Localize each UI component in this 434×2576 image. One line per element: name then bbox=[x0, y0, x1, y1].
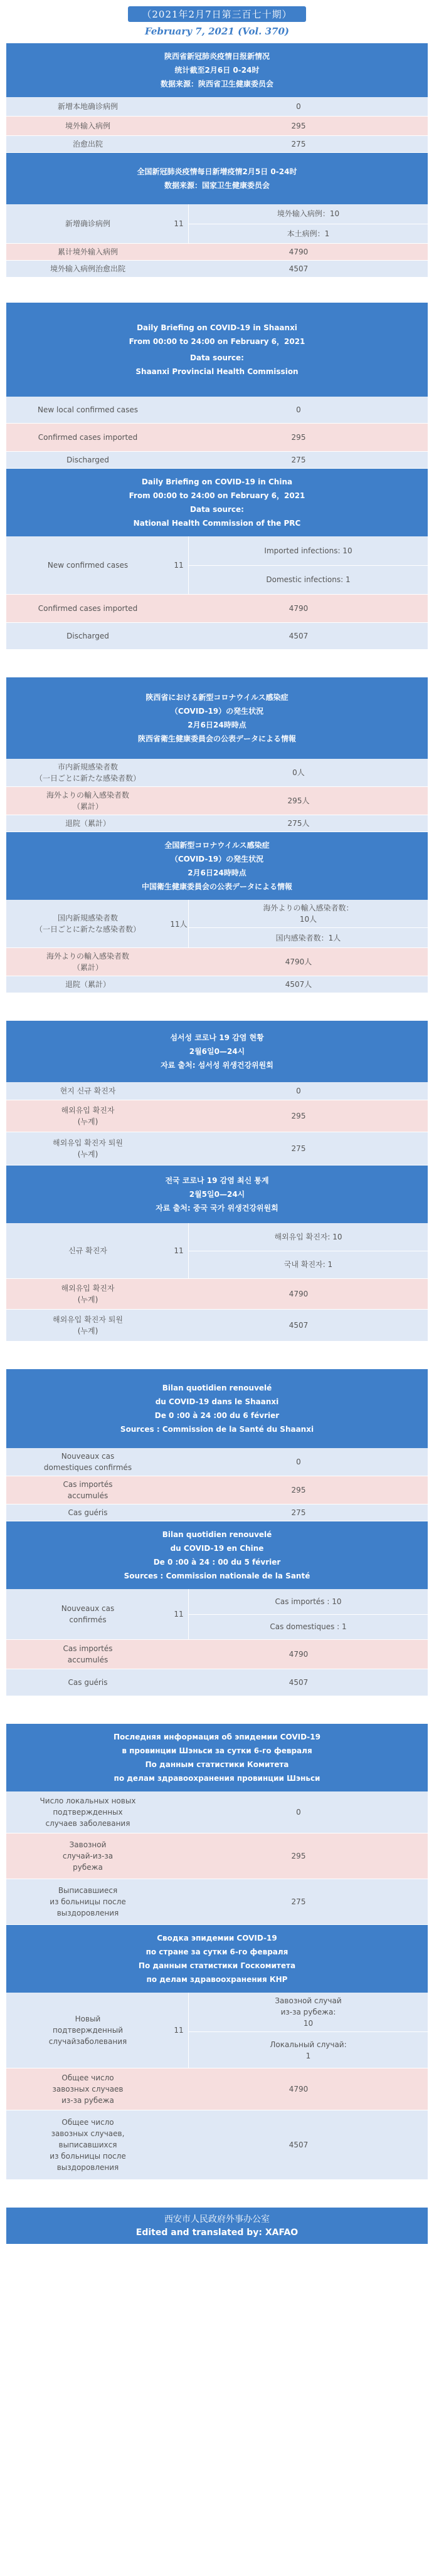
imported-cases: 해외유입 확진자: 10 bbox=[274, 1232, 342, 1241]
ko-shaanxi-section bbox=[6, 1021, 428, 1165]
issue-date: February 7, 2021 (Vol. 370) bbox=[145, 26, 289, 37]
title-line: 2월5일0—24시 bbox=[189, 1190, 245, 1199]
title-line: Последняя информация об эпидемии COVID-19 bbox=[114, 1733, 320, 1741]
lang-group-ja bbox=[6, 677, 428, 993]
title-line: 数据来源：国家卫生健康委员会 bbox=[164, 181, 270, 190]
title-line: De 0 :00 à 24 :00 du 6 février bbox=[154, 1411, 280, 1420]
title-line: du COVID-19 dans le Shaanxi bbox=[155, 1397, 279, 1406]
ja-shaanxi-section bbox=[6, 677, 428, 832]
content bbox=[0, 43, 434, 2208]
stat-label: Discharged bbox=[66, 632, 109, 640]
domestic-cases: Cas domestiques : 1 bbox=[189, 1614, 428, 1640]
new-confirmed-total: 11 bbox=[174, 1246, 184, 1255]
stat-value: 4790人 bbox=[285, 957, 312, 966]
title-line: From 00:00 to 24:00 on February 6，2021 bbox=[129, 491, 305, 500]
title-line: 陕西省新冠肺炎疫情日报新情况 bbox=[164, 52, 270, 61]
footer bbox=[6, 2208, 428, 2244]
new-confirmed-total: 11 bbox=[174, 1610, 184, 1619]
stat-label: Число локальных новых подтвержденных случаев заболевания bbox=[40, 1796, 136, 1828]
stat-value: 275 bbox=[291, 140, 306, 149]
stat-value: 4507 bbox=[288, 2141, 309, 2149]
stat-row bbox=[6, 948, 428, 976]
title-line: По данным статистики Госкомитета bbox=[138, 1961, 296, 1970]
stat-value: 295 bbox=[291, 433, 306, 442]
stat-label: 退院（累計） bbox=[65, 980, 110, 989]
title-line: 陝西省衛生健康委員会の公表データによる情報 bbox=[137, 734, 296, 743]
title-line: Daily Briefing on COVID-19 in Shaanxi bbox=[137, 323, 297, 332]
stat-label: Общее число завозных случаев, выписавшихся из больницы после выздоровления bbox=[50, 2118, 126, 2172]
title-line: Сводка эпидемии COVID-19 bbox=[157, 1934, 277, 1942]
stat-label: 海外よりの輸入感染者数 （累計） bbox=[46, 952, 129, 972]
zh-shaanxi-title bbox=[6, 43, 428, 97]
stat-row bbox=[6, 787, 428, 815]
stat-row bbox=[6, 1640, 428, 1669]
footer-credit: Edited and translated by: XAFAO bbox=[135, 2228, 299, 2238]
stat-label: Выписавшиеся из больницы после выздоровления bbox=[50, 1886, 126, 1917]
title-line: по стране за сутки 6-го февраля bbox=[146, 1948, 288, 1956]
stat-value: 275人 bbox=[287, 819, 310, 828]
new-confirmed-breakdown bbox=[188, 536, 428, 594]
stat-value: 4507 bbox=[288, 264, 309, 273]
ja-national-section bbox=[6, 832, 428, 993]
stat-row bbox=[6, 1082, 428, 1100]
stat-value: 0 bbox=[296, 1087, 301, 1095]
title-line: （COVID-19）の発生状況 bbox=[170, 707, 264, 716]
new-confirmed-total: 11人 bbox=[170, 919, 188, 929]
stat-label: Cas importés accumulés bbox=[63, 1480, 113, 1500]
new-confirmed-breakdown bbox=[188, 1589, 428, 1639]
ja-national-title bbox=[6, 832, 428, 900]
footer-org: 西安市人民政府外事办公室 bbox=[164, 2214, 270, 2224]
stat-label: 해외유입 확진자 (누계) bbox=[61, 1106, 115, 1126]
imported-cases: 海外よりの輸入感染者数： 10人 bbox=[263, 904, 354, 924]
ja-new-confirmed-row bbox=[6, 900, 428, 948]
imported-cases: Imported infections: 10 bbox=[264, 546, 352, 555]
ko-new-confirmed-row bbox=[6, 1223, 428, 1279]
domestic-cases: 국내 확진자: 1 bbox=[189, 1251, 428, 1279]
stat-value: 275 bbox=[291, 1144, 306, 1153]
stat-label: 新增本地确诊病例 bbox=[57, 102, 118, 111]
stat-value: 295 bbox=[291, 1112, 306, 1120]
stat-row bbox=[6, 815, 428, 832]
en-national-title bbox=[6, 469, 428, 536]
new-confirmed-total: 11 bbox=[174, 561, 184, 570]
new-confirmed-breakdown bbox=[188, 1223, 428, 1278]
section-gap bbox=[0, 278, 434, 303]
domestic-cases: Локальный случай: 1 bbox=[189, 2031, 428, 2068]
stat-row bbox=[6, 1279, 428, 1310]
lang-group-ru bbox=[6, 1724, 428, 2180]
section-gap bbox=[0, 2180, 434, 2208]
stat-label: Cas guéris bbox=[68, 1678, 108, 1687]
title-line: 中国衛生健康委員会の公表データによる情報 bbox=[141, 882, 292, 891]
title-line: 자료 출처: 중국 국가 위생건강위원회 bbox=[156, 1204, 278, 1212]
stat-label: 治愈出院 bbox=[72, 140, 103, 149]
imported-cases: 境外输入病例：10 bbox=[277, 209, 340, 219]
title-line: 陝西省における新型コロナウイルス感染症 bbox=[146, 693, 288, 702]
stat-label: Общее число завозных случаев из-за рубежа bbox=[52, 2073, 124, 2105]
en-shaanxi-section bbox=[6, 303, 428, 469]
stat-value: 0 bbox=[296, 1808, 301, 1817]
stat-value: 275 bbox=[291, 456, 306, 464]
stat-label: 해외유입 확진자 퇴원 (누계) bbox=[53, 1139, 123, 1159]
fr-shaanxi-title bbox=[6, 1369, 428, 1448]
fr-new-confirmed-row bbox=[6, 1589, 428, 1640]
stat-row bbox=[6, 1669, 428, 1696]
stat-row bbox=[6, 1833, 428, 1879]
stat-value: 275 bbox=[291, 1508, 306, 1517]
title-line: 全国新型コロナウイルス感染症 bbox=[164, 841, 270, 850]
stat-label: 해외유입 확진자 (누계) bbox=[61, 1284, 115, 1304]
title-line: Sources : Commission de la Santé du Shaanxi bbox=[120, 1425, 314, 1434]
stat-row bbox=[6, 261, 428, 278]
domestic-cases: 国内感染者数：1人 bbox=[189, 927, 428, 947]
fr-national-title bbox=[6, 1521, 428, 1589]
title-line: Bilan quotidien renouvelé bbox=[162, 1530, 272, 1539]
stat-row bbox=[6, 424, 428, 452]
stat-row bbox=[6, 976, 428, 993]
lang-group-en bbox=[6, 303, 428, 650]
title-line: 섬서성 코로나 19 감염 현황 bbox=[170, 1033, 264, 1042]
stat-row bbox=[6, 452, 428, 469]
stat-row bbox=[6, 1448, 428, 1476]
title-line: Sources : Commission nationale de la Santé bbox=[124, 1572, 310, 1580]
title-line: National Health Commission of the PRC bbox=[133, 519, 301, 528]
title-line: по делам здравоохранения провинции Шэньси bbox=[114, 1774, 320, 1783]
new-confirmed-total: 11 bbox=[174, 219, 184, 228]
title-line: 전국 코로나 19 감염 최신 통계 bbox=[165, 1176, 269, 1185]
title-line: 数据来源：陕西省卫生健康委员会 bbox=[160, 80, 273, 88]
stat-label: 市内新規感染者数 （一日ごとに新たな感染者数） bbox=[34, 763, 140, 783]
section-gap bbox=[0, 650, 434, 677]
stat-label: Завозной случай-из-за рубежа bbox=[62, 1840, 114, 1872]
fr-shaanxi-section bbox=[6, 1369, 428, 1521]
new-confirmed-label: 신규 확진자 bbox=[68, 1246, 107, 1255]
imported-cases: Cas importés : 10 bbox=[275, 1597, 342, 1606]
en-shaanxi-title bbox=[6, 303, 428, 397]
stat-label: 해외유입 확진자 퇴원 (누계) bbox=[53, 1315, 123, 1335]
stat-row bbox=[6, 759, 428, 787]
zh-shaanxi-section bbox=[6, 43, 428, 153]
issue-number: （2021年2月7日第三百七十期） bbox=[128, 6, 305, 22]
stat-row bbox=[6, 1132, 428, 1165]
stat-value: 4507人 bbox=[285, 980, 312, 989]
imported-cases: Завозной случай из-за рубежа: 10 bbox=[275, 1996, 342, 2028]
section-gap bbox=[0, 1342, 434, 1369]
stat-row bbox=[6, 1504, 428, 1521]
stat-label: 海外よりの輸入感染者数 （累計） bbox=[46, 791, 129, 811]
stat-label: 境外输入病例治愈出院 bbox=[50, 264, 125, 273]
stat-row bbox=[6, 397, 428, 424]
title-line: Bilan quotidien renouvelé bbox=[162, 1384, 272, 1392]
ru-new-confirmed-row bbox=[6, 1993, 428, 2068]
ru-national-section bbox=[6, 1925, 428, 2180]
ko-national-title bbox=[6, 1165, 428, 1223]
stat-row bbox=[6, 2068, 428, 2110]
stat-value: 0 bbox=[296, 1457, 301, 1466]
stat-value: 4507 bbox=[288, 1678, 309, 1687]
stat-label: Cas importés accumulés bbox=[63, 1644, 113, 1664]
stat-value: 4790 bbox=[288, 248, 309, 256]
stat-value: 4790 bbox=[288, 2085, 309, 2094]
stat-row bbox=[6, 244, 428, 261]
stat-value: 0 bbox=[296, 102, 301, 111]
title-line: по делам здравоохранения КНР bbox=[146, 1975, 288, 1984]
zh-national-section bbox=[6, 153, 428, 278]
stat-label: Confirmed cases imported bbox=[38, 604, 138, 613]
ru-national-title bbox=[6, 1925, 428, 1993]
title-line: 2월6일0—24시 bbox=[189, 1047, 245, 1056]
zh-new-confirmed-row bbox=[6, 204, 428, 244]
title-line: По данным статистики Комитета bbox=[145, 1760, 289, 1769]
section-gap bbox=[0, 993, 434, 1021]
section-gap bbox=[0, 1696, 434, 1724]
ru-shaanxi-title bbox=[6, 1724, 428, 1791]
ru-shaanxi-section bbox=[6, 1724, 428, 1925]
title-line: du COVID-19 en Chine bbox=[170, 1544, 264, 1553]
title-line: From 00:00 to 24:00 on February 6，2021 bbox=[129, 337, 305, 346]
stat-row bbox=[6, 595, 428, 623]
title-line: （COVID-19）の発生状況 bbox=[170, 855, 264, 863]
lang-group-fr bbox=[6, 1369, 428, 1696]
stat-value: 295人 bbox=[287, 796, 310, 805]
new-confirmed-label: 国内新規感染者数 （一日ごとに新たな感染者数） bbox=[34, 914, 140, 934]
lang-group-zh bbox=[6, 43, 428, 278]
title-line: Data source: bbox=[190, 353, 244, 362]
ko-shaanxi-title bbox=[6, 1021, 428, 1082]
en-national-section bbox=[6, 469, 428, 650]
en-new-confirmed-row bbox=[6, 536, 428, 595]
new-confirmed-breakdown bbox=[188, 204, 428, 243]
stat-value: 275 bbox=[291, 1897, 306, 1906]
stat-row bbox=[6, 1879, 428, 1925]
stat-value: 295 bbox=[291, 122, 306, 130]
stat-value: 4790 bbox=[288, 1650, 309, 1659]
new-confirmed-label: Новый подтвержденный случайзаболевания bbox=[48, 2015, 127, 2046]
stat-label: New local confirmed cases bbox=[38, 405, 138, 414]
stat-value: 4507 bbox=[288, 1321, 309, 1330]
domestic-cases: Domestic infections: 1 bbox=[189, 565, 428, 595]
stat-row bbox=[6, 1100, 428, 1132]
new-confirmed-label: 新增确诊病例 bbox=[65, 219, 110, 228]
title-line: De 0 :00 à 24 : 00 du 5 février bbox=[153, 1558, 281, 1567]
stat-value: 0 bbox=[296, 405, 301, 414]
stat-row bbox=[6, 97, 428, 117]
stat-label: Confirmed cases imported bbox=[38, 433, 138, 442]
ja-shaanxi-title bbox=[6, 677, 428, 759]
stat-row bbox=[6, 1791, 428, 1833]
stat-row bbox=[6, 2110, 428, 2180]
new-confirmed-label: Nouveaux cas confirmés bbox=[61, 1604, 115, 1624]
stat-value: 295 bbox=[291, 1486, 306, 1494]
stat-value: 4507 bbox=[288, 632, 309, 640]
stat-value: 4790 bbox=[288, 604, 309, 613]
fr-national-section bbox=[6, 1521, 428, 1696]
stat-label: 退院（累計） bbox=[65, 819, 110, 828]
title-line: Data source: bbox=[190, 505, 244, 514]
title-line: Shaanxi Provincial Health Commission bbox=[135, 367, 299, 376]
stat-row bbox=[6, 1476, 428, 1504]
stat-label: 현지 신규 확진자 bbox=[60, 1087, 116, 1095]
stat-row bbox=[6, 1310, 428, 1342]
zh-national-title bbox=[6, 153, 428, 204]
stat-label: 累计境外输入病例 bbox=[57, 248, 118, 256]
new-confirmed-breakdown bbox=[188, 900, 428, 947]
stat-value: 295 bbox=[291, 1852, 306, 1860]
domestic-cases: 本土病例：1 bbox=[189, 224, 428, 244]
new-confirmed-total: 11 bbox=[174, 2026, 184, 2035]
new-confirmed-breakdown bbox=[188, 1993, 428, 2068]
stat-value: 4790 bbox=[288, 1290, 309, 1298]
title-line: 2月6日24時時点 bbox=[188, 721, 246, 729]
stat-row bbox=[6, 623, 428, 650]
stat-label: Nouveaux cas domestiques confirmés bbox=[43, 1452, 132, 1472]
stat-label: Cas guéris bbox=[68, 1508, 108, 1517]
ko-national-section bbox=[6, 1165, 428, 1342]
stat-row bbox=[6, 136, 428, 153]
title-line: 统计截至2月6日 0-24时 bbox=[174, 66, 260, 75]
title-line: 자료 출처: 섬서성 위생건강위원회 bbox=[161, 1061, 273, 1070]
stat-row bbox=[6, 117, 428, 136]
title-line: 2月6日24時時点 bbox=[188, 868, 246, 877]
stat-value: 0人 bbox=[292, 768, 305, 777]
title-line: 全国新冠肺炎疫情每日新增疫情2月5日 0-24时 bbox=[137, 167, 297, 176]
header bbox=[0, 0, 434, 37]
stat-label: Discharged bbox=[66, 456, 109, 464]
title-line: Daily Briefing on COVID-19 in China bbox=[141, 477, 293, 486]
new-confirmed-label: New confirmed cases bbox=[47, 561, 129, 570]
title-line: в провинции Шэньси за сутки 6-го февраля bbox=[122, 1746, 312, 1755]
stat-label: 境外输入病例 bbox=[65, 122, 110, 130]
lang-group-ko bbox=[6, 1021, 428, 1342]
